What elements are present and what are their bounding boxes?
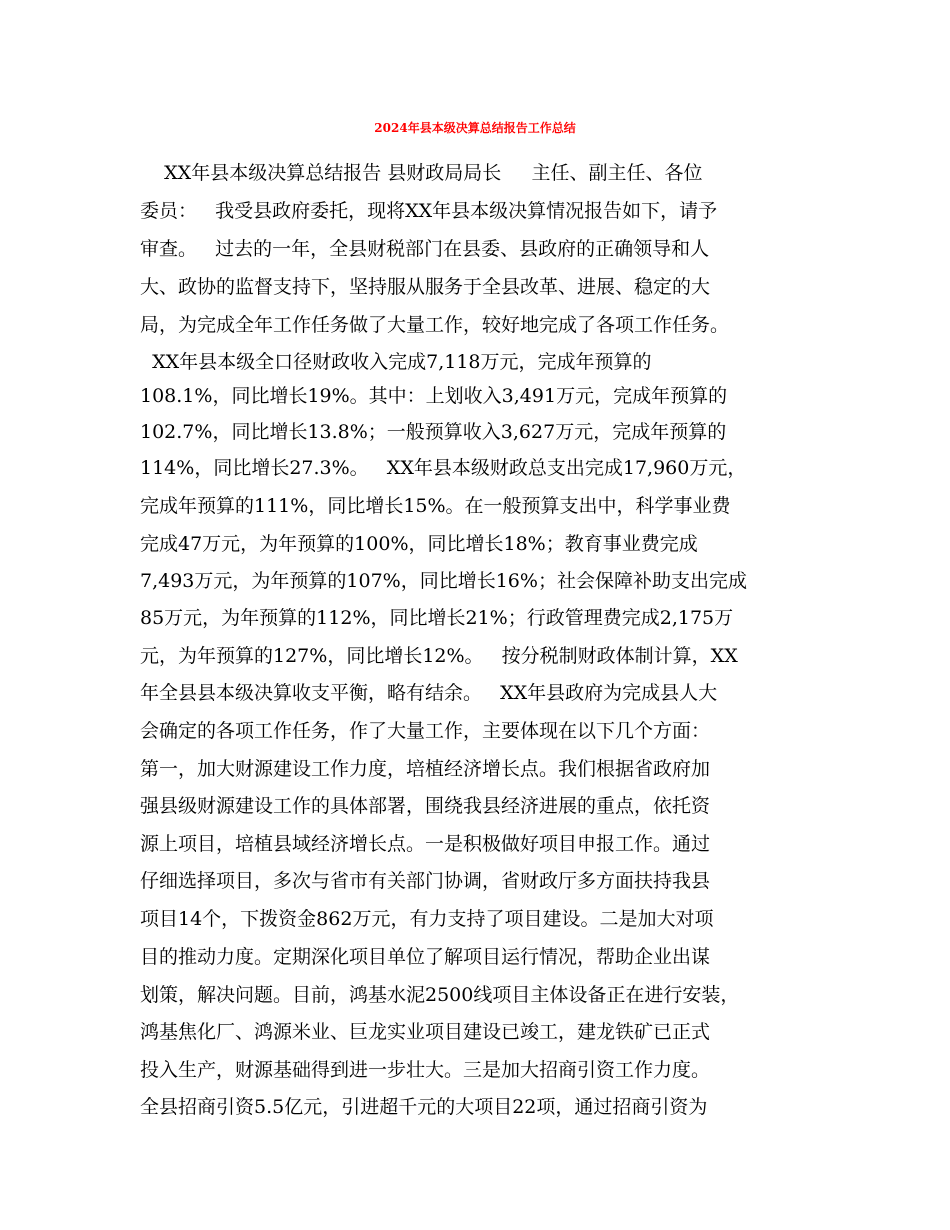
body-line: 完成年预算的111%，同比增长15%。在一般预算支出中，科学事业费 xyxy=(140,495,731,517)
body-line: 会确定的各项工作任务，作了大量工作，主要体现在以下几个方面： xyxy=(140,720,711,742)
body-line: 强县级财源建设工作的具体部署，围绕我县经济进展的重点，依托资 xyxy=(140,795,711,817)
body-line: 仔细选择项目，多次与省市有关部门协调，省财政厅多方面扶持我县 xyxy=(140,870,711,892)
body-line: 114%，同比增长27.3%。 XX年县本级财政总支出完成17,960万元， xyxy=(140,457,747,479)
body-line: 年全县县本级决算收支平衡，略有结余。 XX年县政府为完成县人大 xyxy=(140,682,718,704)
body-line: XX年县本级全口径财政收入完成7,118万元，完成年预算的 xyxy=(140,351,652,373)
body-line: 108.1%，同比增长19%。其中：上划收入3,491万元，完成年预算的 xyxy=(140,385,728,407)
body-line: 鸿基焦化厂、鸿源米业、巨龙实业项目建设已竣工，建龙铁矿已正式 xyxy=(140,1021,711,1043)
body-line: 完成47万元，为年预算的100%，同比增长18%；教育事业费完成 xyxy=(140,533,698,555)
body-line: 7,493万元，为年预算的107%，同比增长16%；社会保障补助支出完成 xyxy=(140,570,747,592)
body-line: 源上项目，培植县域经济增长点。一是积极做好项目申报工作。通过 xyxy=(140,833,711,855)
body-line: 审查。 过去的一年，全县财税部门在县委、县政府的正确领导和人 xyxy=(140,238,710,260)
body-line: 全县招商引资5.5亿元，引进超千元的大项目22项，通过招商引资为 xyxy=(140,1096,708,1118)
body-line: 第一，加大财源建设工作力度，培植经济增长点。我们根据省政府加 xyxy=(140,758,711,780)
body-line: XX年县本级决算总结报告 县财政局局长 主任、副主任、各位 xyxy=(140,162,703,184)
body-line: 项目14个，下拨资金862万元，有力支持了项目建设。二是加大对项 xyxy=(140,908,714,930)
body-line: 目的推动力度。定期深化项目单位了解项目运行情况，帮助企业出谋 xyxy=(140,946,711,968)
body-line: 102.7%，同比增长13.8%；一般预算收入3,627万元，完成年预算的 xyxy=(140,421,727,443)
body-line: 划策，解决问题。目前，鸿基水泥2500线项目主体设备正在进行安装， xyxy=(140,984,740,1006)
body-line: 元，为年预算的127%，同比增长12%。 按分税制财政体制计算，XX xyxy=(140,645,738,667)
document-title: 2024年县本级决算总结报告工作总结 xyxy=(374,121,576,135)
body-line: 大、政协的监督支持下，坚持服从服务于全县改革、进展、稳定的大 xyxy=(140,276,711,298)
body-line: 85万元，为年预算的112%，同比增长21%；行政管理费完成2,175万 xyxy=(140,607,734,629)
body-line: 局，为完成全年工作任务做了大量工作，较好地完成了各项工作任务。 xyxy=(140,314,730,336)
body-line: 委员： 我受县政府委托，现将XX年县本级决算情况报告如下，请予 xyxy=(140,200,718,222)
body-line: 投入生产，财源基础得到进一步壮大。三是加大招商引资工作力度。 xyxy=(140,1059,711,1081)
